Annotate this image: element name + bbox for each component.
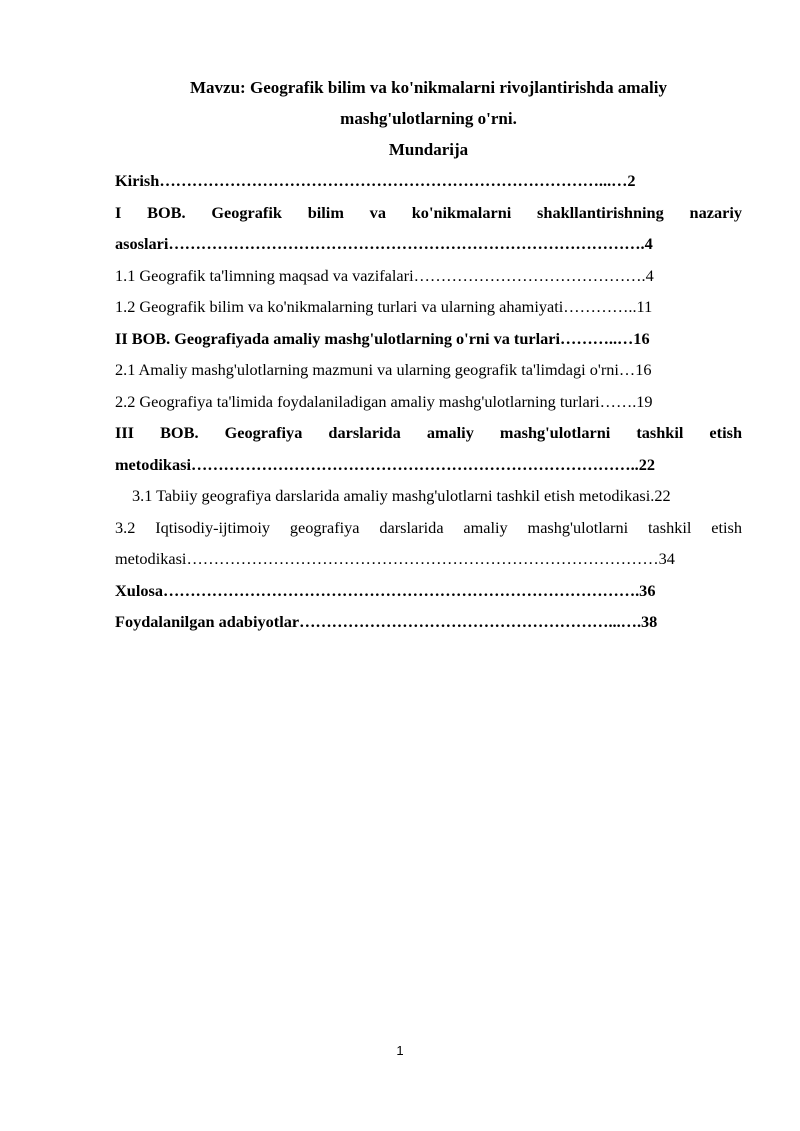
toc-entry-conclusion[interactable]: Xulosa…………………………………………………………………………….36 [115, 580, 656, 600]
toc-entry-section-2-1[interactable]: 2.1 Amaliy mashg'ulotlarning mazmuni va ularning geografik ta'limdagi o'rni…16 [115, 360, 652, 379]
document-page [115, 72, 742, 638]
toc-entry-section-2-2[interactable]: 2.2 Geografiya ta'limida foydalaniladigan amaliy mashg'ulotlarning turlari…….19 [115, 391, 653, 411]
toc-entry-section-3-1[interactable]: 3.1 Tabiiy geografiya darslarida amaliy mashg'ulotlarni tashkil etish metodikasi.22 [132, 486, 671, 505]
document-title [115, 72, 742, 134]
toc-entry-introduction[interactable]: Kirish………………………………………………………………………...…2 [115, 171, 636, 190]
toc-entry-references[interactable]: Foydalanilgan adabiyotlar…………………………………………………...….38 [115, 612, 658, 631]
table-of-contents [115, 165, 742, 638]
toc-entry-section-3-2[interactable]: 3.2 Iqtisodiy-ijtimoiy geografiya darslarida amaliy mashg'ulotlarni tashkil etish metodikasi……………………………………………………………………………34 [115, 517, 742, 568]
title-line-1: Mavzu: Geografik bilim va ko'nikmalarni rivojlantirishda amaliy [190, 78, 667, 97]
page-number: 1 [396, 1043, 404, 1058]
toc-entry-section-1-2[interactable]: 1.2 Geografik bilim va ko'nikmalarning turlari va ularning ahamiyati…………..11 [115, 297, 653, 316]
toc-entry-chapter-1[interactable]: I BOB. Geografik bilim va ko'nikmalarni shakllantirishning nazariy asoslari…………………………………………………………………………….4 [115, 202, 742, 253]
contents-heading: Mundarija [388, 140, 469, 159]
toc-entry-section-1-1[interactable]: 1.1 Geografik ta'limning maqsad va vazifalari…………………………………….4 [115, 265, 654, 285]
toc-entry-chapter-2[interactable]: II BOB. Geografiyada amaliy mashg'ulotlarning o'rni va turlari………..…16 [115, 328, 650, 348]
toc-entry-chapter-3[interactable]: III BOB. Geografiya darslarida amaliy mashg'ulotlarni tashkil etish metodikasi………………………………………………………………………..22 [115, 423, 742, 474]
title-line-2: mashg'ulotlarning o'rni. [340, 109, 517, 128]
